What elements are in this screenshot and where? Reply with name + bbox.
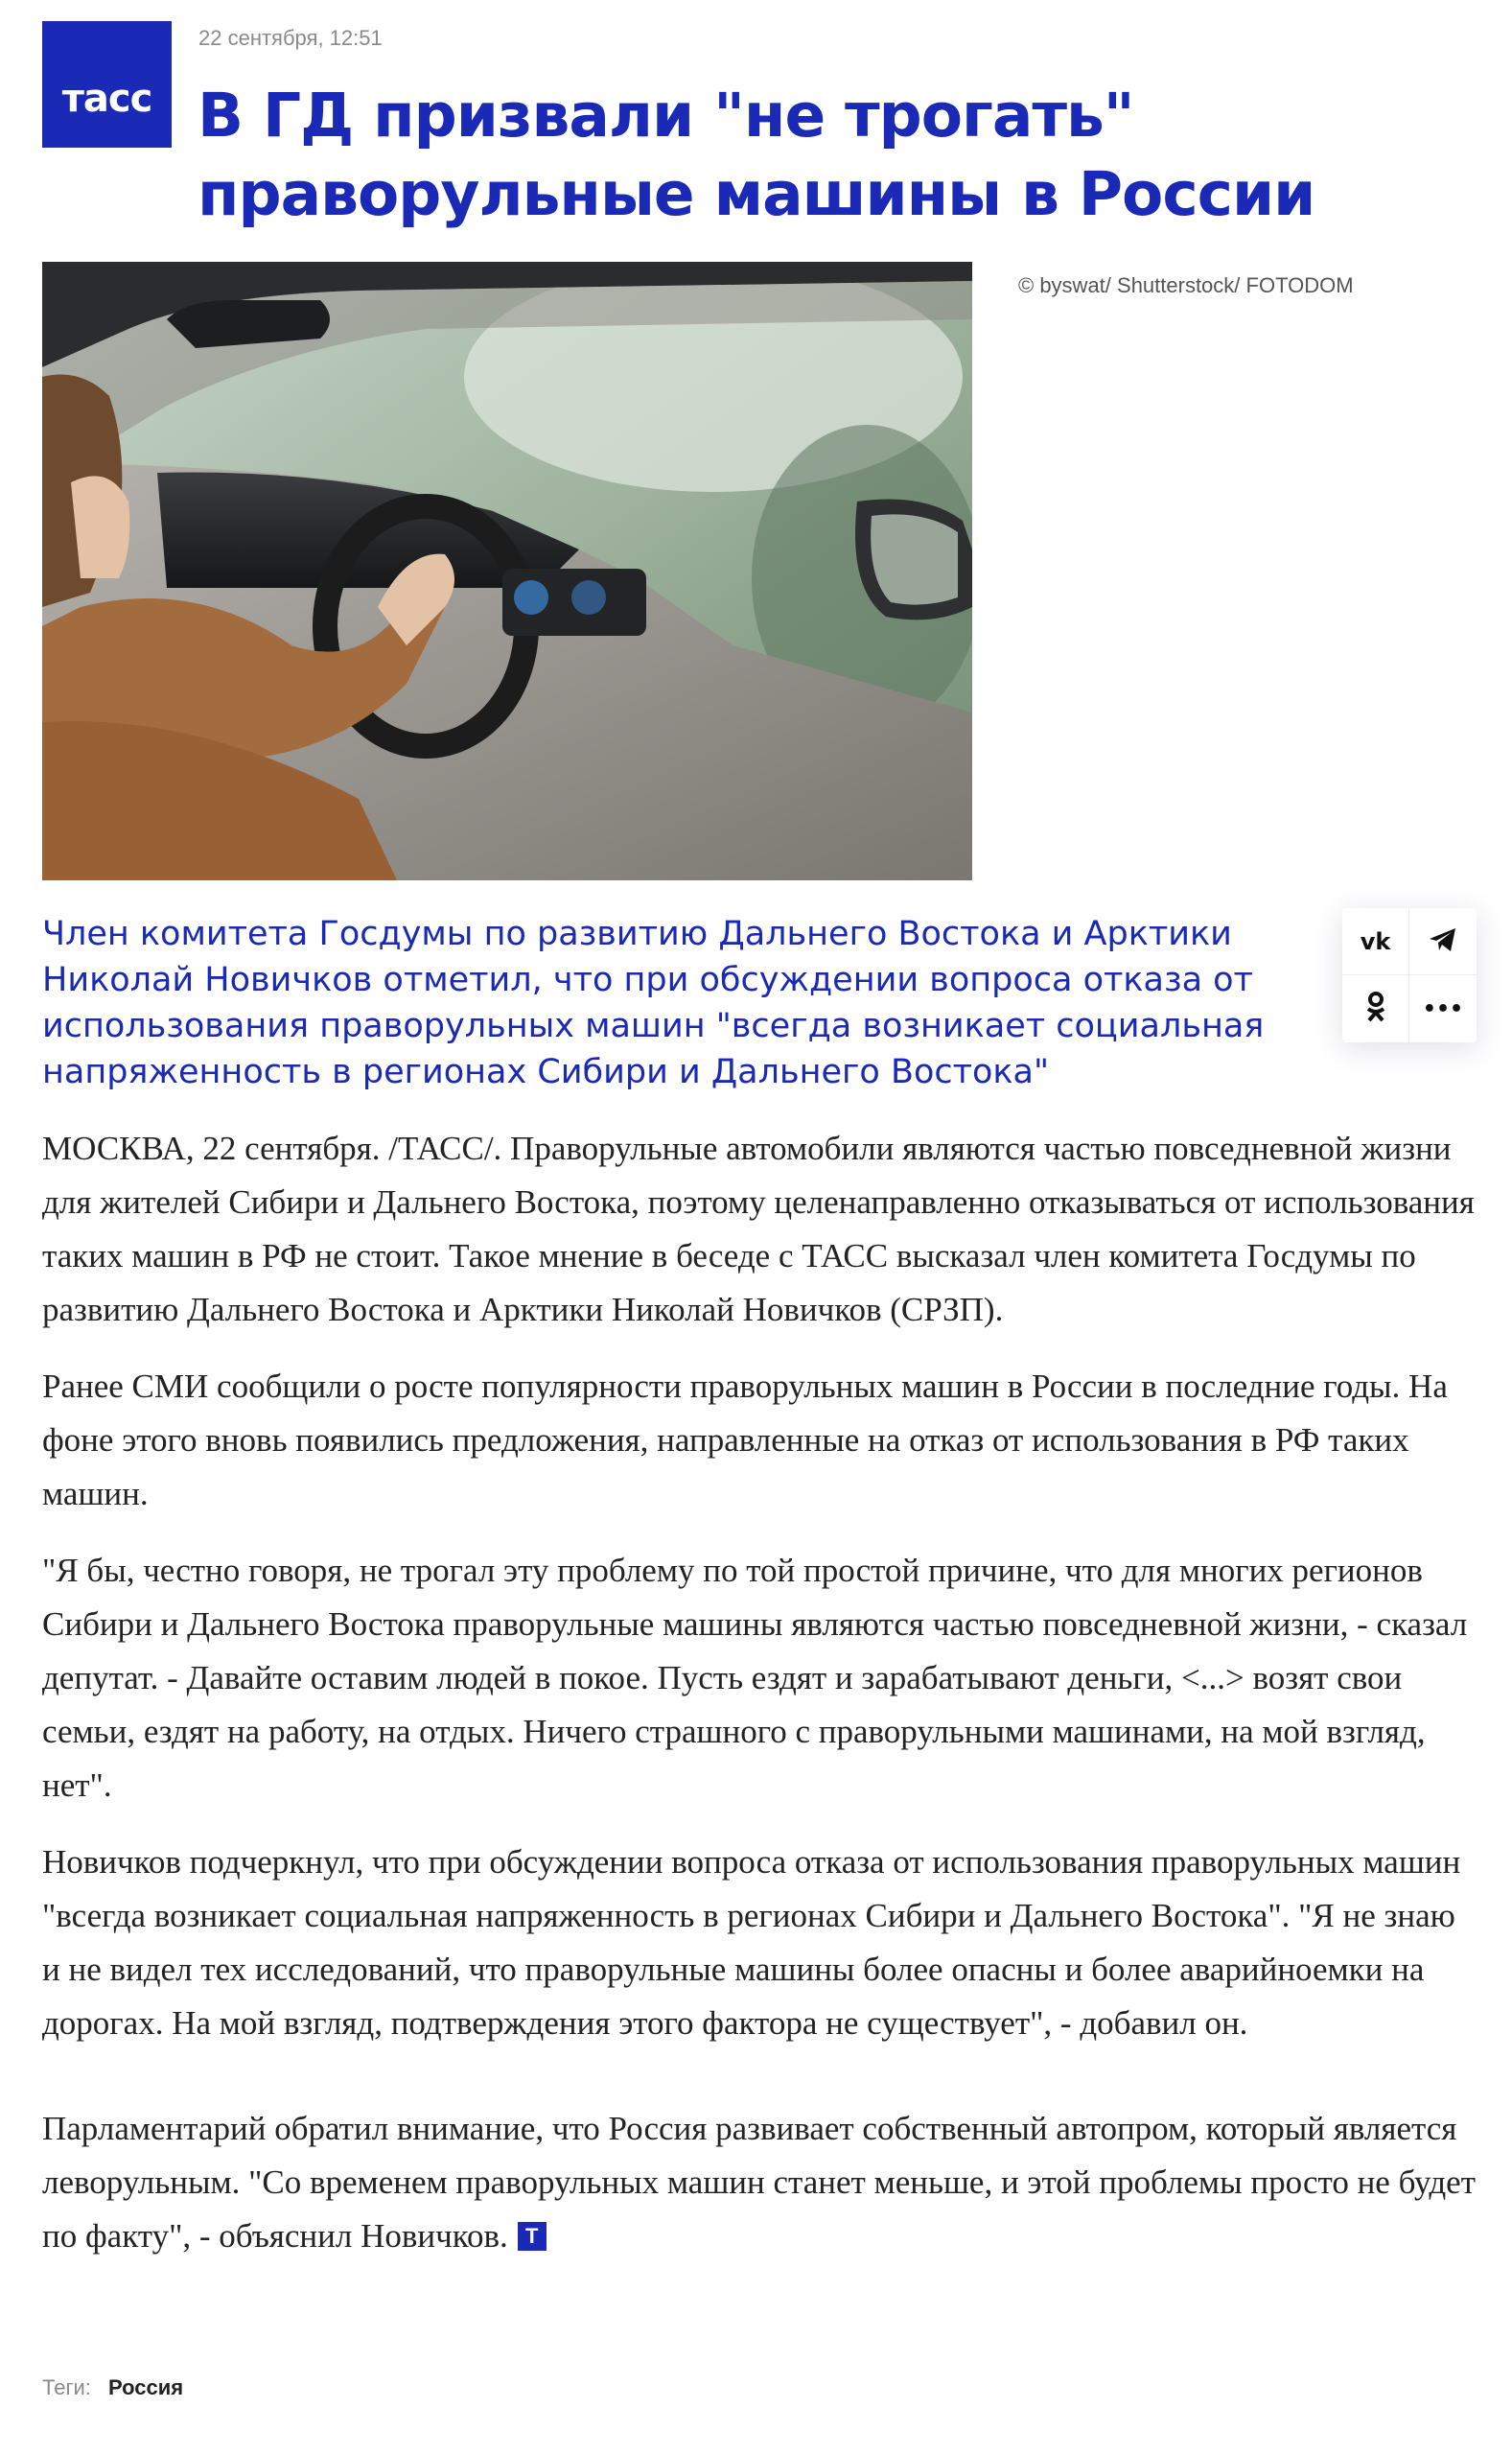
paragraph: Новичков подчеркнул, что при обсуждении вопроса отказа от использования праворульных машин "всегда возникает социальная напряженность в регионах Сибири и Дальнего Востока". "Я не знаю и не видел тех исследований, что праворульные машины более опасны и более аварийноемки на дорогах. На мой взгляд, подтверждения этого фактора не существует", - добавил он. <box>42 1843 1461 2042</box>
paragraph: Ранее СМИ сообщили о росте популярности праворульных машин в России в последние годы. На фоне этого вновь появились предложения, направленные на отказ от использования в РФ таких машин. <box>42 1368 1448 1512</box>
article-title: В ГД призвали "не трогать" праворульные машины в России <box>198 81 1315 229</box>
paragraph-last <box>42 2102 1480 2263</box>
ok-icon <box>1365 992 1386 1026</box>
photo-credit: © byswat/ Shutterstock/ FOTODOM <box>1018 273 1354 297</box>
article-photo <box>42 262 972 880</box>
article-body <box>42 1122 1480 2286</box>
tag-link-russia[interactable]: Россия <box>108 2375 184 2399</box>
share-more-button[interactable] <box>1409 975 1477 1042</box>
tass-end-mark-icon: T <box>518 2222 547 2251</box>
more-icon: ••• <box>1422 996 1464 1021</box>
tass-logo[interactable] <box>42 21 172 148</box>
logo-text: тасс <box>61 77 152 121</box>
paragraph-text: Парламентарий обратил внимание, что Россия развивает собственный автопром, который является леворульным. "Со временем праворульных машин станет меньше, и этой проблемы просто не будет по факту", - объяснил Новичков. <box>42 2110 1476 2255</box>
paragraph: "Я бы, честно говоря, не трогал эту проблему по той простой причине, что для многих регионов Сибири и Дальнего Востока праворульные машины являются частью повседневной жизни, - сказал депутат. - Давайте оставим людей в покое. Пусть ездят и зарабатывают деньги, <...> возят свои семьи, ездят на работу, на отдых. Ничего страшного с праворульными машинами, на мой взгляд, нет". <box>42 1552 1468 1804</box>
article-lead: Член комитета Госдумы по развитию Дальнего Востока и Арктики Николай Новичков отметил, что при обсуждении вопроса отказа от использования праворульных машин "всегда возникает социальная напряженность в регионах Сибири и Дальнего Востока" <box>42 915 1265 1091</box>
share-panel <box>1342 908 1477 1042</box>
share-ok-button[interactable] <box>1342 975 1409 1042</box>
tags-label: Теги: <box>42 2375 91 2399</box>
share-vk-button[interactable] <box>1342 908 1409 975</box>
share-telegram-button[interactable] <box>1409 908 1477 975</box>
telegram-icon <box>1429 927 1457 956</box>
paragraph: МОСКВА, 22 сентября. /ТАСС/. Праворульные автомобили являются частью повседневной жизни для жителей Сибири и Дальнего Востока, поэтому целенаправленно отказываться от использования таких машин в РФ не стоит. Такое мнение в беседе с ТАСС высказал член комитета Госдумы по развитию Дальнего Востока и Арктики Николай Новичков (СРЗП). <box>42 1130 1475 1328</box>
publish-datetime: 22 сентября, 12:51 <box>198 26 383 50</box>
tags-row <box>42 2375 183 2400</box>
vk-icon: vk <box>1360 927 1391 955</box>
